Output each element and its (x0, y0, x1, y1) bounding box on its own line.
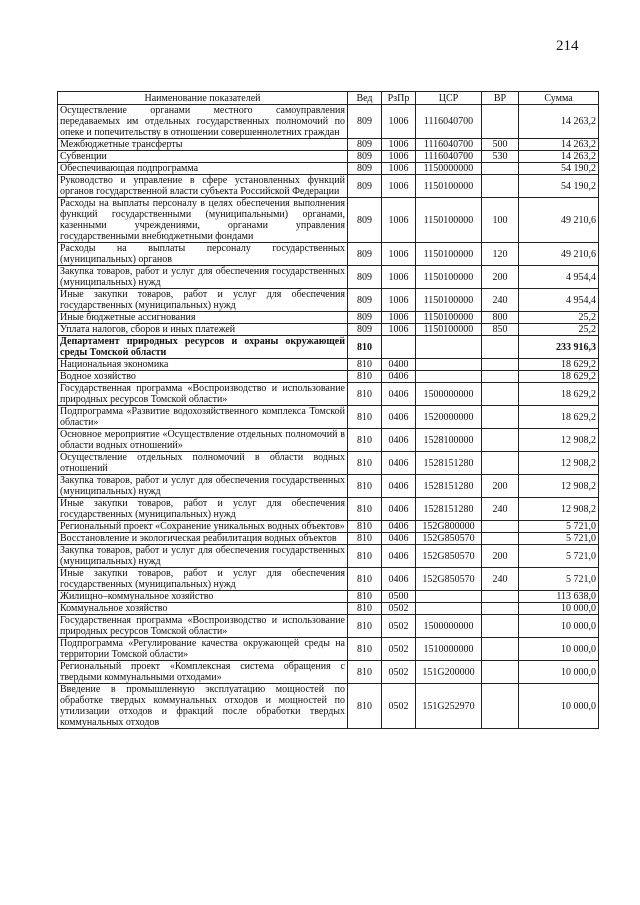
cell-name: Иные закупки товаров, работ и услуг для обеспечения государственных (муниципальных) нужд (58, 289, 348, 312)
cell-vr (482, 661, 519, 684)
cell-csr: 1150100000 (416, 324, 482, 336)
page-number: 214 (556, 38, 579, 54)
header-name: Наименование показателей (58, 92, 348, 105)
cell-name: Жилищно–коммунальное хозяйство (58, 591, 348, 603)
cell-sum: 10 000,0 (519, 603, 599, 615)
table-row (58, 336, 599, 359)
cell-rzpr: 0406 (382, 383, 416, 406)
table-row (58, 151, 599, 163)
table-row (58, 324, 599, 336)
cell-vr: 240 (482, 498, 519, 521)
cell-name: Основное мероприятие «Осуществление отдельных полномочий в области водных отношений» (58, 429, 348, 452)
cell-sum: 14 263,2 (519, 151, 599, 163)
cell-sum: 10 000,0 (519, 661, 599, 684)
cell-csr: 1528151280 (416, 452, 482, 475)
cell-vr (482, 603, 519, 615)
cell-ved: 810 (348, 475, 382, 498)
cell-sum: 5 721,0 (519, 568, 599, 591)
cell-name: Национальная экономика (58, 359, 348, 371)
cell-ved: 810 (348, 591, 382, 603)
cell-name: Закупка товаров, работ и услуг для обеспечения государственных (муниципальных) нужд (58, 266, 348, 289)
cell-vr (482, 591, 519, 603)
cell-ved: 809 (348, 151, 382, 163)
cell-sum: 12 908,2 (519, 429, 599, 452)
cell-name: Субвенции (58, 151, 348, 163)
table-body (58, 105, 599, 729)
cell-csr: 1528100000 (416, 429, 482, 452)
header-ved: Вед (348, 92, 382, 105)
cell-ved: 810 (348, 615, 382, 638)
cell-rzpr: 1006 (382, 243, 416, 266)
cell-vr (482, 429, 519, 452)
cell-vr (482, 521, 519, 533)
cell-csr: 1116040700 (416, 151, 482, 163)
table-row (58, 533, 599, 545)
cell-rzpr: 0406 (382, 533, 416, 545)
cell-rzpr: 0500 (382, 591, 416, 603)
cell-ved: 810 (348, 568, 382, 591)
cell-sum: 12 908,2 (519, 475, 599, 498)
cell-csr: 151G200000 (416, 661, 482, 684)
cell-csr (416, 603, 482, 615)
table-row (58, 312, 599, 324)
cell-sum: 233 916,3 (519, 336, 599, 359)
cell-rzpr: 0406 (382, 545, 416, 568)
cell-vr: 100 (482, 198, 519, 243)
table-row (58, 406, 599, 429)
cell-csr: 1510000000 (416, 638, 482, 661)
cell-vr (482, 105, 519, 139)
cell-ved: 809 (348, 163, 382, 175)
cell-name: Департамент природных ресурсов и охраны окружающей среды Томской области (58, 336, 348, 359)
cell-rzpr: 1006 (382, 324, 416, 336)
cell-ved: 809 (348, 312, 382, 324)
header-csr: ЦСР (416, 92, 482, 105)
cell-sum: 5 721,0 (519, 521, 599, 533)
cell-csr (416, 371, 482, 383)
cell-vr (482, 336, 519, 359)
cell-name: Региональный проект «Сохранение уникальных водных объектов» (58, 521, 348, 533)
cell-vr: 240 (482, 568, 519, 591)
table-row (58, 243, 599, 266)
cell-csr: 1150100000 (416, 266, 482, 289)
cell-name: Подпрограмма «Регулирование качества окружающей среды на территории Томской области» (58, 638, 348, 661)
cell-sum: 10 000,0 (519, 684, 599, 729)
cell-ved: 810 (348, 521, 382, 533)
cell-sum: 18 629,2 (519, 359, 599, 371)
cell-ved: 810 (348, 661, 382, 684)
cell-rzpr: 0406 (382, 521, 416, 533)
header-sum: Сумма (519, 92, 599, 105)
cell-csr: 1500000000 (416, 615, 482, 638)
cell-name: Региональный проект «Комплексная система обращения с твердыми коммунальными отходами» (58, 661, 348, 684)
cell-name: Осуществление отдельных полномочий в области водных отношений (58, 452, 348, 475)
cell-rzpr: 0406 (382, 371, 416, 383)
cell-sum: 12 908,2 (519, 498, 599, 521)
cell-vr (482, 638, 519, 661)
cell-csr: 152G800000 (416, 521, 482, 533)
cell-ved: 810 (348, 638, 382, 661)
cell-ved: 809 (348, 266, 382, 289)
cell-sum: 25,2 (519, 312, 599, 324)
cell-rzpr: 0502 (382, 638, 416, 661)
cell-rzpr: 1006 (382, 266, 416, 289)
cell-name: Коммунальное хозяйство (58, 603, 348, 615)
cell-vr: 800 (482, 312, 519, 324)
cell-csr: 1150100000 (416, 175, 482, 198)
cell-sum: 10 000,0 (519, 615, 599, 638)
table-row (58, 105, 599, 139)
budget-table (57, 91, 599, 729)
cell-csr (416, 359, 482, 371)
cell-sum: 25,2 (519, 324, 599, 336)
cell-ved: 809 (348, 243, 382, 266)
table-row (58, 359, 599, 371)
cell-vr: 850 (482, 324, 519, 336)
table-row (58, 475, 599, 498)
cell-name: Обеспечивающая подпрограмма (58, 163, 348, 175)
table-row (58, 289, 599, 312)
cell-sum: 14 263,2 (519, 105, 599, 139)
cell-name: Уплата налогов, сборов и иных платежей (58, 324, 348, 336)
cell-rzpr: 0406 (382, 568, 416, 591)
cell-ved: 809 (348, 175, 382, 198)
cell-csr: 1520000000 (416, 406, 482, 429)
cell-ved: 810 (348, 371, 382, 383)
cell-rzpr: 0400 (382, 359, 416, 371)
table-row (58, 545, 599, 568)
cell-name: Восстановление и экологическая реабилитация водных объектов (58, 533, 348, 545)
cell-ved: 809 (348, 324, 382, 336)
cell-ved: 810 (348, 406, 382, 429)
cell-rzpr: 0502 (382, 603, 416, 615)
cell-vr: 200 (482, 545, 519, 568)
cell-ved: 810 (348, 383, 382, 406)
table-row (58, 521, 599, 533)
cell-vr (482, 163, 519, 175)
cell-vr: 200 (482, 475, 519, 498)
cell-vr: 240 (482, 289, 519, 312)
table-row (58, 498, 599, 521)
cell-name: Расходы на выплаты персоналу государственных (муниципальных) органов (58, 243, 348, 266)
cell-rzpr: 0406 (382, 475, 416, 498)
cell-sum: 18 629,2 (519, 406, 599, 429)
cell-sum: 5 721,0 (519, 545, 599, 568)
table-row (58, 684, 599, 729)
cell-csr (416, 591, 482, 603)
cell-vr (482, 175, 519, 198)
cell-csr: 1150100000 (416, 312, 482, 324)
cell-rzpr: 0502 (382, 661, 416, 684)
cell-name: Водное хозяйство (58, 371, 348, 383)
cell-ved: 810 (348, 533, 382, 545)
table-header-row (58, 92, 599, 105)
cell-ved: 809 (348, 198, 382, 243)
cell-vr (482, 406, 519, 429)
header-vr: ВР (482, 92, 519, 105)
cell-csr: 1528151280 (416, 475, 482, 498)
cell-csr: 1150100000 (416, 289, 482, 312)
cell-csr: 1500000000 (416, 383, 482, 406)
cell-rzpr: 0406 (382, 406, 416, 429)
cell-ved: 809 (348, 139, 382, 151)
cell-rzpr: 0406 (382, 498, 416, 521)
table-row (58, 163, 599, 175)
table-row (58, 568, 599, 591)
cell-name: Введение в промышленную эксплуатацию мощностей по обработке твердых коммунальных отходов и мощностей по утилизации отходов и фракций после обработки твердых коммунальных отходов (58, 684, 348, 729)
cell-vr (482, 371, 519, 383)
cell-vr (482, 359, 519, 371)
cell-ved: 810 (348, 498, 382, 521)
cell-vr (482, 533, 519, 545)
cell-name: Руководство и управление в сфере установленных функций органов государственной власти субъекта Российской Федерации (58, 175, 348, 198)
cell-csr: 151G252970 (416, 684, 482, 729)
table-row (58, 266, 599, 289)
cell-rzpr: 1006 (382, 198, 416, 243)
cell-vr: 500 (482, 139, 519, 151)
cell-name: Межбюджетные трансферты (58, 139, 348, 151)
cell-rzpr: 0406 (382, 452, 416, 475)
cell-name: Осуществление органами местного самоуправления передаваемых им отдельных государственных полномочий по опеке и попечительству в отношении совершеннолетних граждан (58, 105, 348, 139)
cell-sum: 18 629,2 (519, 371, 599, 383)
cell-sum: 49 210,6 (519, 243, 599, 266)
cell-sum: 4 954,4 (519, 289, 599, 312)
cell-csr: 152G850570 (416, 545, 482, 568)
cell-vr (482, 684, 519, 729)
cell-name: Государственная программа «Воспроизводство и использование природных ресурсов Томской области» (58, 383, 348, 406)
table-row (58, 615, 599, 638)
cell-ved: 809 (348, 105, 382, 139)
cell-rzpr: 1006 (382, 105, 416, 139)
cell-name: Иные закупки товаров, работ и услуг для обеспечения государственных (муниципальных) нужд (58, 568, 348, 591)
cell-rzpr: 0502 (382, 615, 416, 638)
cell-rzpr: 1006 (382, 312, 416, 324)
cell-name: Иные бюджетные ассигнования (58, 312, 348, 324)
cell-rzpr: 0502 (382, 684, 416, 729)
cell-csr: 1150100000 (416, 198, 482, 243)
header-rzpr: РзПр (382, 92, 416, 105)
cell-ved: 810 (348, 452, 382, 475)
table-row (58, 661, 599, 684)
table-row (58, 638, 599, 661)
table-row (58, 371, 599, 383)
cell-vr (482, 452, 519, 475)
cell-name: Подпрограмма «Развитие водохозяйственного комплекса Томской области» (58, 406, 348, 429)
cell-vr (482, 615, 519, 638)
cell-csr: 152G850570 (416, 568, 482, 591)
cell-sum: 12 908,2 (519, 452, 599, 475)
cell-csr: 1150100000 (416, 243, 482, 266)
table-row (58, 175, 599, 198)
cell-rzpr: 1006 (382, 139, 416, 151)
cell-ved: 810 (348, 336, 382, 359)
cell-name: Расходы на выплаты персоналу в целях обеспечения выполнения функций государственными (муниципальными) органами, казенными учреждениями, органами управления государственными внебюджетными фондами (58, 198, 348, 243)
cell-ved: 810 (348, 603, 382, 615)
cell-name: Закупка товаров, работ и услуг для обеспечения государственных (муниципальных) нужд (58, 545, 348, 568)
table-row (58, 198, 599, 243)
cell-rzpr: 1006 (382, 175, 416, 198)
cell-ved: 810 (348, 359, 382, 371)
cell-rzpr (382, 336, 416, 359)
cell-rzpr: 1006 (382, 163, 416, 175)
table-row (58, 383, 599, 406)
cell-vr: 530 (482, 151, 519, 163)
cell-ved: 810 (348, 684, 382, 729)
table-row (58, 591, 599, 603)
cell-vr (482, 383, 519, 406)
cell-sum: 4 954,4 (519, 266, 599, 289)
cell-sum: 5 721,0 (519, 533, 599, 545)
cell-sum: 49 210,6 (519, 198, 599, 243)
cell-rzpr: 1006 (382, 151, 416, 163)
cell-name: Иные закупки товаров, работ и услуг для обеспечения государственных (муниципальных) нужд (58, 498, 348, 521)
cell-rzpr: 1006 (382, 289, 416, 312)
table-row (58, 139, 599, 151)
table-row (58, 429, 599, 452)
cell-sum: 10 000,0 (519, 638, 599, 661)
cell-ved: 809 (348, 289, 382, 312)
cell-sum: 113 638,0 (519, 591, 599, 603)
cell-vr: 200 (482, 266, 519, 289)
table-row (58, 603, 599, 615)
cell-ved: 810 (348, 545, 382, 568)
cell-sum: 54 190,2 (519, 175, 599, 198)
cell-rzpr: 0406 (382, 429, 416, 452)
cell-sum: 14 263,2 (519, 139, 599, 151)
cell-sum: 18 629,2 (519, 383, 599, 406)
cell-csr: 1116040700 (416, 139, 482, 151)
cell-csr: 1116040700 (416, 105, 482, 139)
cell-sum: 54 190,2 (519, 163, 599, 175)
cell-csr: 1150000000 (416, 163, 482, 175)
cell-csr: 1528151280 (416, 498, 482, 521)
cell-csr: 152G850570 (416, 533, 482, 545)
cell-name: Закупка товаров, работ и услуг для обеспечения государственных (муниципальных) нужд (58, 475, 348, 498)
cell-csr (416, 336, 482, 359)
table-row (58, 452, 599, 475)
cell-name: Государственная программа «Воспроизводство и использование природных ресурсов Томской области» (58, 615, 348, 638)
cell-ved: 810 (348, 429, 382, 452)
cell-vr: 120 (482, 243, 519, 266)
